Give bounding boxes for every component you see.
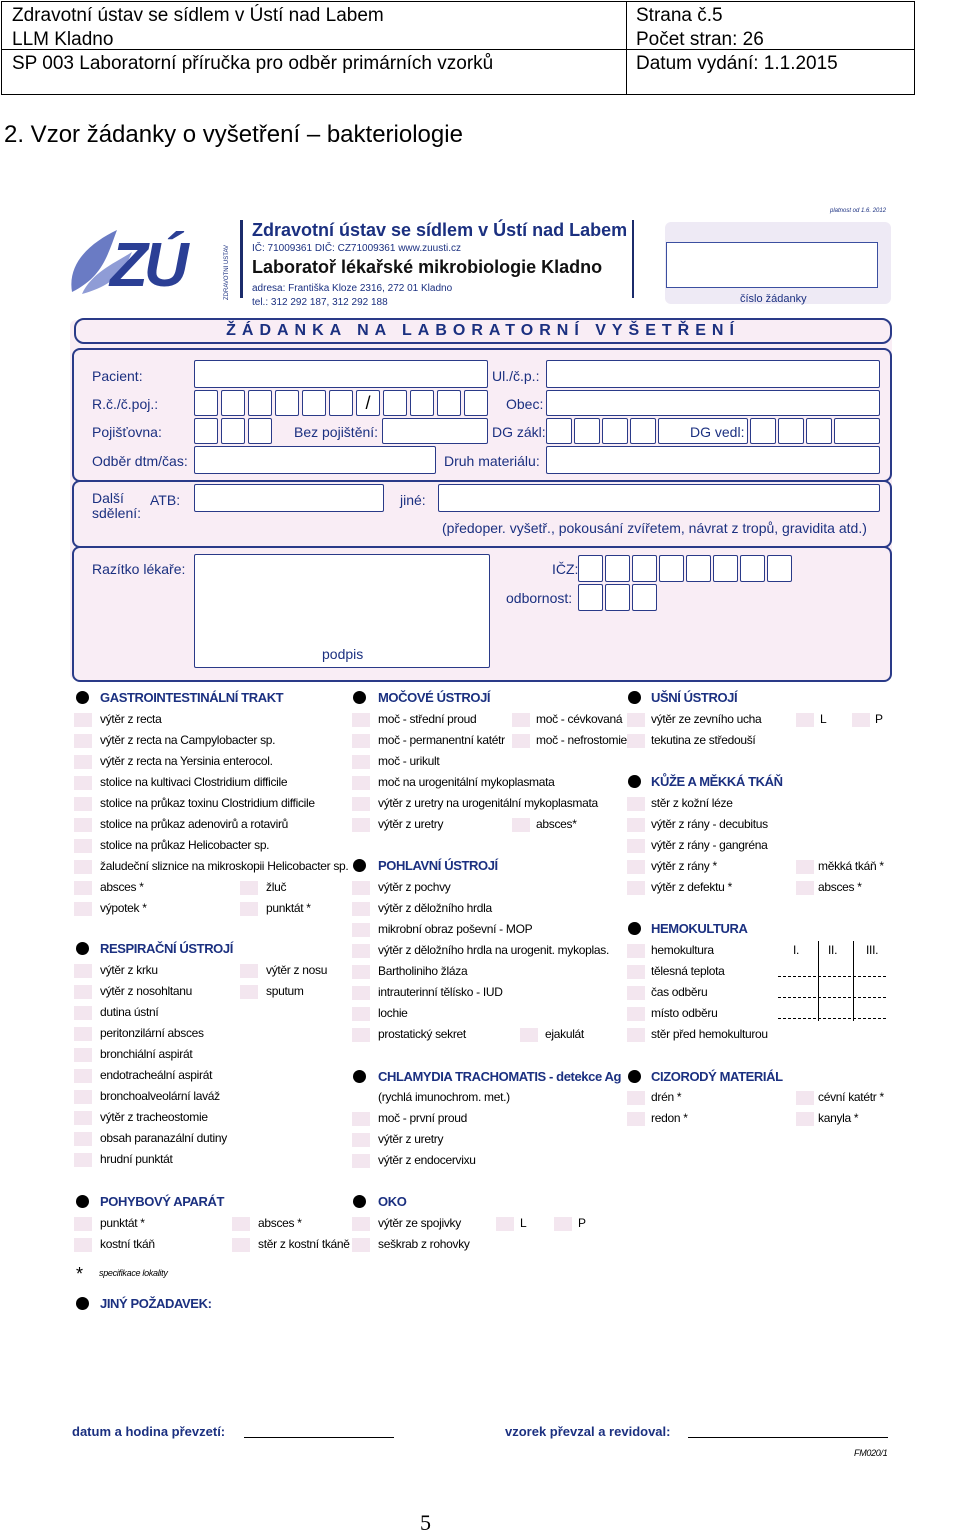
ear-right[interactable]: P (875, 712, 883, 726)
dg-main-box[interactable] (574, 418, 600, 444)
dg-main-box[interactable] (630, 418, 656, 444)
resp-item[interactable]: výtěr z tracheostomie (100, 1110, 208, 1124)
logo-text: ZÚ (110, 231, 185, 300)
received-label: datum a hodina převzetí: (72, 1424, 226, 1439)
eye-item[interactable]: seškrab z rohovky (378, 1237, 470, 1251)
move-item[interactable]: stěr z kostní tkáně (258, 1237, 350, 1251)
other-request-heading: JINÝ POŽADAVEK: (100, 1296, 212, 1311)
move-item[interactable]: absces * (258, 1216, 302, 1230)
resp-item[interactable]: výtěr z nosohltanu (100, 984, 192, 998)
form-code: FM020/1 (854, 1448, 888, 1458)
street-label: Ul./č.p.: (492, 368, 540, 384)
no-insurance-label: Bez pojištění: (294, 424, 379, 440)
chlam-item[interactable]: moč - první proud (378, 1111, 467, 1125)
hemo-col-2: II. (828, 943, 838, 957)
skin-item[interactable]: výtěr z defektu * (651, 880, 732, 894)
header-doc: SP 003 Laboratorní příručka pro odběr primárních vzorků (12, 53, 494, 74)
hemo-item[interactable]: tělesná teplota (651, 964, 725, 978)
urin-item[interactable]: absces* (536, 817, 577, 831)
gi-item[interactable]: výpotek * (100, 901, 147, 915)
skin-item[interactable]: měkká tkáň * (818, 859, 884, 873)
town-field[interactable] (546, 390, 880, 416)
gi-item[interactable]: výtěr z recta na Yersinia enterocol. (100, 754, 273, 768)
dg-side-box[interactable] (834, 418, 880, 444)
ear-item[interactable]: tekutina ze středouší (651, 733, 756, 747)
move-item[interactable]: punktát * (100, 1216, 145, 1230)
gi-item[interactable]: stolice na průkaz adenovirů a rotavirů (100, 817, 289, 831)
logo (62, 222, 222, 302)
move-item[interactable]: kostní tkáň (100, 1237, 155, 1251)
gi-item[interactable]: stolice na průkaz Helicobacter sp. (100, 838, 270, 852)
gi-item[interactable]: žluč (266, 880, 287, 894)
foreign-heading: CIZORODÝ MATERIÁL (651, 1069, 783, 1084)
request-number-field[interactable] (666, 242, 878, 288)
urin-item[interactable]: moč - nefrostomie (536, 733, 627, 747)
resp-item[interactable]: výtěr z nosu (266, 963, 328, 977)
sex-item[interactable]: ejakulát (545, 1027, 584, 1041)
foreign-item[interactable]: redon * (651, 1111, 688, 1125)
other-field[interactable] (438, 484, 880, 512)
lab-address: adresa: Františka Kloze 2316, 272 01 Kladno (252, 283, 453, 294)
gi-item[interactable]: žaludeční sliznice na mikroskopii Helicobacter sp. (100, 859, 349, 873)
org-name: Zdravotní ústav se sídlem v Ústí nad Labem (252, 220, 628, 240)
header-branch: LLM Kladno (12, 29, 114, 50)
patient-field[interactable] (194, 360, 488, 388)
dg-side-box[interactable] (778, 418, 804, 444)
header-total: Počet stran: 26 (636, 29, 764, 50)
dg-main-box[interactable] (602, 418, 628, 444)
material-label: Druh materiálu: (444, 453, 540, 469)
gi-item[interactable]: absces * (100, 880, 144, 894)
eye-heading: OKO (378, 1194, 407, 1209)
header-right (626, 2, 914, 94)
urin-item[interactable]: moč - urikult (378, 754, 440, 768)
other-info-label: Další sdělení: (92, 490, 142, 521)
gi-item[interactable]: punktát * (266, 901, 311, 915)
form-banner: ŽÁDANKA NA LABORATORNÍ VYŠETŘENÍ (74, 318, 892, 344)
hemo-heading: HEMOKULTURA (651, 921, 748, 936)
skin-item[interactable]: stěr z kožní léze (651, 796, 733, 810)
skin-item[interactable]: výtěr z rány - decubitus (651, 817, 768, 831)
urin-item[interactable]: moč - cévkovaná (536, 712, 623, 726)
chlam-heading: CHLAMYDIA TRACHOMATIS - detekce Ag (378, 1069, 622, 1084)
urin-heading: MOČOVÉ ÚSTROJÍ (378, 690, 491, 705)
odbornost-box[interactable] (632, 584, 657, 611)
skin-heading: KŮŽE A MĚKKÁ TKÁŇ (651, 774, 783, 789)
resp-item[interactable]: peritonzilární absces (100, 1026, 204, 1040)
skin-item[interactable]: absces * (818, 880, 862, 894)
resp-item[interactable]: obsah paranazální dutiny (100, 1131, 227, 1145)
sex-item[interactable]: výtěr z děložního hrdla (378, 901, 492, 915)
insurance-box[interactable] (194, 418, 218, 444)
received-line[interactable] (244, 1437, 394, 1438)
ear-item[interactable]: výtěr ze zevního ucha (651, 712, 762, 726)
resp-item[interactable]: dutina ústní (100, 1005, 159, 1019)
header-org: Zdravotní ústav se sídlem v Ústí nad Labem (12, 5, 384, 26)
hemo-col-3: III. (866, 943, 879, 957)
patient-label: Pacient: (92, 368, 143, 384)
resp-item[interactable]: výtěr z krku (100, 963, 158, 977)
gi-heading: GASTROINTESTINÁLNÍ TRAKT (100, 690, 284, 705)
insurance-label: Pojišťovna: (92, 424, 162, 440)
gi-item[interactable]: výtěr z recta (100, 712, 162, 726)
resp-item[interactable]: sputum (266, 984, 304, 998)
odbornost-box[interactable] (605, 584, 630, 611)
skin-item[interactable]: výtěr z rány - gangréna (651, 838, 768, 852)
gi-item[interactable]: stolice na kultivaci Clostridium difficile (100, 775, 288, 789)
urin-item[interactable]: moč - permanentní katétr (378, 733, 505, 747)
foreign-item[interactable]: cévní katétr * (818, 1090, 884, 1104)
logo-vertical: ZDRAVOTNÍ ÚSTAV (224, 244, 230, 300)
town-label: Obec: (506, 396, 544, 412)
chlam-item[interactable]: výtěr z uretry (378, 1132, 444, 1146)
no-insurance-field[interactable] (382, 418, 488, 444)
resp-heading: RESPIRAČNÍ ÚSTROJÍ (100, 941, 233, 956)
hemo-item[interactable]: čas odběru (651, 985, 708, 999)
move-heading: POHYBOVÝ APARÁT (100, 1194, 225, 1209)
section-title: 2. Vzor žádanky o vyšetření – bakteriologie (4, 121, 463, 148)
hemo-col-1: I. (793, 943, 800, 957)
resp-item[interactable]: bronchoalveolární laváž (100, 1089, 220, 1103)
valid-since: platnost od 1.6. 2012 (830, 208, 887, 214)
atb-field[interactable] (194, 484, 384, 512)
insurance-box[interactable] (248, 418, 272, 444)
other-hint: (předoper. vyšetř., pokousání zvířetem, návrat z tropů, gravidita atd.) (442, 520, 867, 536)
urin-item[interactable]: výtěr z uretry (378, 817, 444, 831)
header-date: Datum vydání: 1.1.2015 (636, 53, 838, 74)
skin-item[interactable]: výtěr z rány * (651, 859, 717, 873)
material-field[interactable] (546, 446, 880, 474)
dg-main-box[interactable] (546, 418, 572, 444)
sex-item[interactable]: výtěr z pochvy (378, 880, 451, 894)
sex-item[interactable]: mikrobní obraz poševní - MOP (378, 922, 533, 936)
reviewed-line[interactable] (688, 1437, 888, 1438)
dg-side-box[interactable] (750, 418, 776, 444)
sex-item[interactable]: Bartholiniho žláza (378, 964, 468, 978)
page-number: 5 (420, 1510, 431, 1535)
lab-tel: tel.: 312 292 187, 312 292 188 (252, 297, 388, 308)
sex-item[interactable]: výtěr z děložního hrdla na urogenit. mykoplas. (378, 943, 609, 957)
resp-item[interactable]: endotracheální aspirát (100, 1068, 213, 1082)
odbornost-box[interactable] (578, 584, 603, 611)
dg-side-label: DG vedl: (690, 424, 745, 440)
odbornost-label: odbornost: (506, 590, 573, 606)
gi-item[interactable]: stolice na průkaz toxinu Clostridium difficile (100, 796, 315, 810)
atb-label: ATB: (150, 492, 181, 508)
ear-left[interactable]: L (820, 712, 827, 726)
foreign-item[interactable]: kanyla * (818, 1111, 859, 1125)
chlam-item[interactable]: výtěr z endocervixu (378, 1153, 476, 1167)
eye-item[interactable]: výtěr ze spojivky (378, 1216, 461, 1230)
note-star: * (76, 1264, 84, 1284)
sex-item[interactable]: intrauterinní tělísko - IUD (378, 985, 503, 999)
header-page: Strana č.5 (636, 5, 723, 26)
urin-item[interactable]: moč - střední proud (378, 712, 477, 726)
rc-label: R.č./č.poj.: (92, 396, 159, 412)
other-label: jiné: (400, 492, 426, 508)
hemo-item[interactable]: stěr před hemokulturou (651, 1027, 768, 1041)
dg-side-box[interactable] (806, 418, 832, 444)
sampling-field[interactable] (194, 446, 436, 474)
resp-item[interactable]: bronchiální aspirát (100, 1047, 193, 1061)
lab-name: Laboratoř lékařské mikrobiologie Kladno (252, 257, 603, 277)
document-header (1, 1, 915, 95)
header-left (2, 2, 627, 94)
gi-item[interactable]: výtěr z recta na Campylobacter sp. (100, 733, 276, 747)
hemo-item[interactable]: místo odběru (651, 1006, 718, 1020)
note-text: specifikace lokality (99, 1268, 168, 1278)
urin-item[interactable]: výtěr z uretry na urogenitální mykoplasmata (378, 796, 598, 810)
request-number-label: číslo žádanky (740, 293, 807, 305)
hemo-item[interactable]: hemokultura (651, 943, 714, 957)
eye-right[interactable]: P (578, 1216, 586, 1230)
foreign-item[interactable]: drén * (651, 1090, 682, 1104)
resp-item[interactable]: hrudní punktát (100, 1152, 173, 1166)
urin-item[interactable]: moč na urogenitální mykoplasmata (378, 775, 555, 789)
chlam-note: (rychlá imunochrom. met.) (378, 1090, 510, 1104)
street-field[interactable] (546, 360, 880, 388)
icz-label: IČZ: (552, 561, 579, 577)
dg-main-label: DG zákl: (492, 424, 546, 440)
sex-item[interactable]: lochie (378, 1006, 408, 1020)
request-form: ZÚ ZDRAVOTNÍ ÚSTAV Zdravotní ústav se sídlem v Ústí nad Labem IČ: 71009361 DIČ: CZ71009361 www.zuusti.cz Laboratoř lékařské mikrobiologie Kladno adresa: Františka Kloze 2316, 272 01 Kladno tel.: 312 292 187, 312 292 188 platnost od 1.6. 2012 číslo žádanky ŽÁDANKA NA LABORATORNÍ VYŠETŘENÍ Pacient: Ul./č.p.: R.č./č.poj.: / Obec: Pojišťovna: Bez pojištění: DG zákl: DG vedl: Odběr dtm/čas: Druh materiálu: Další sdělení: ATB: jiné: (předoper. vyšetř., pokousání zvířetem, návrat z tropů, gravidita atd.) Razítko lékaře: podpis IČZ: odbornost: (70, 150, 956, 1490)
insurance-box[interactable] (221, 418, 245, 444)
sex-heading: POHLAVNÍ ÚSTROJÍ (378, 858, 498, 873)
sex-item[interactable]: prostatický sekret (378, 1027, 466, 1041)
reviewed-label: vzorek převzal a revidoval: (505, 1424, 671, 1439)
stamp-label: Razítko lékaře: (92, 561, 186, 577)
sampling-label: Odběr dtm/čas: (92, 453, 188, 469)
signature-label: podpis (322, 646, 364, 662)
eye-left[interactable]: L (520, 1216, 527, 1230)
org-ids: IČ: 71009361 DIČ: CZ71009361 www.zuusti.cz (252, 243, 461, 254)
ear-heading: UŠNÍ ÚSTROJÍ (651, 690, 738, 705)
